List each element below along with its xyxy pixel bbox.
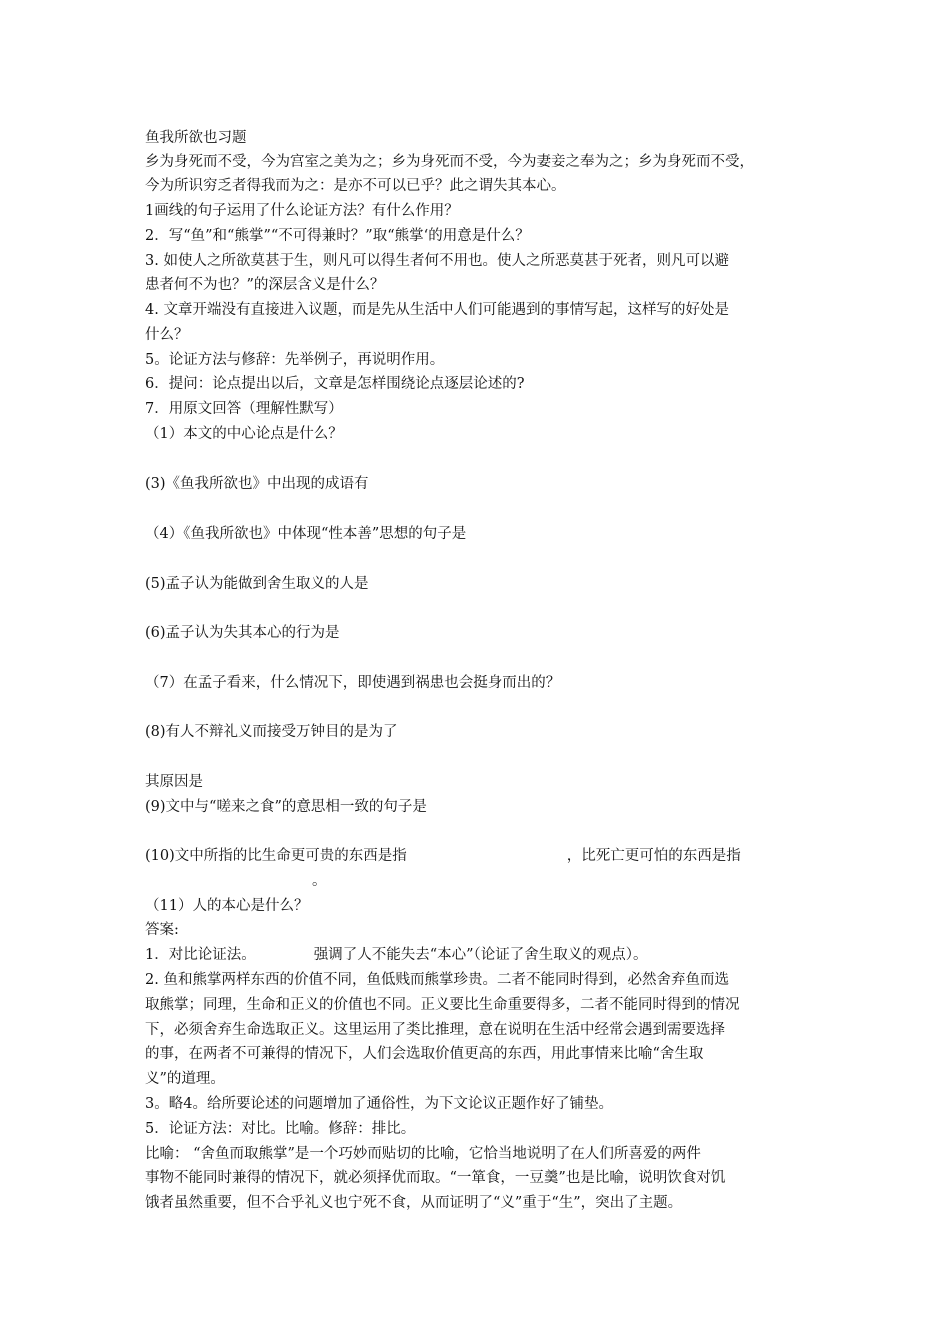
sub-question-9: (9)文中与“嗟来之食”的意思相一致的句子是 — [145, 799, 427, 815]
question-4-cont: 什么？ — [145, 327, 189, 343]
sub-question-10 — [145, 846, 741, 866]
answer-3-4: 3。略4。给所要论述的问题增加了通俗性，为下文论议正题作好了铺垫。 — [145, 1096, 613, 1112]
metaphor-line: 饿者虽然重要，但不合乎礼义也宁死不食，从而证明了“义”重于“生”，突出了主题。 — [145, 1195, 683, 1211]
answer-5: 5．论证方法：对比。比喻。修辞：排比。 — [145, 1121, 416, 1137]
sub-question-10-end: 。 — [312, 873, 327, 889]
sub-question-7: （7）在孟子看来，什么情况下，即使遇到祸患也会挺身而出的？ — [145, 675, 561, 691]
sub-question-8-reason: 其原因是 — [145, 774, 203, 790]
answer-1 — [145, 945, 648, 965]
question-7: 7．用原文回答（理解性默写） — [145, 401, 343, 417]
sub-question-6: (6)孟子认为失其本心的行为是 — [145, 625, 340, 641]
question-3-cont: 患者何不为也？”的深层含义是什么？ — [145, 277, 385, 293]
sub-question-4: （4）《鱼我所欲也》中体现“性本善”思想的句子是 — [145, 526, 467, 542]
question-3: 3. 如使人之所欲莫甚于生，则凡可以得生者何不用也。使人之所恶莫甚于死者，则凡可以避 — [145, 253, 729, 269]
answer-2-line: 义”的道理。 — [145, 1071, 225, 1087]
question-1: 1画线的句子运用了什么论证方法？有什么作用？ — [145, 203, 459, 219]
sub-question-8: (8)有人不辩礼义而接受万钟目的是为了 — [145, 724, 398, 740]
question-5: 5。论证方法与修辞：先举例子，再说明作用。 — [145, 352, 445, 368]
answer-2-line: 下，必须舍弃生命选取正义。这里运用了类比推理，意在说明在生活中经常会遇到需要选择 — [145, 1022, 725, 1038]
question-6: 6．提问：论点提出以后，文章是怎样围绕论点逐层论述的? — [145, 376, 525, 392]
question-4: 4. 文章开端没有直接进入议题，而是先从生活中人们可能遇到的事情写起，这样写的好处是 — [145, 302, 729, 318]
metaphor-line: 比喻： “舍鱼而取熊掌”是一个巧妙而贴切的比喻，它恰当地说明了在人们所喜爱的两件 — [145, 1146, 701, 1162]
sub-question-3: (3)《鱼我所欲也》中出现的成语有 — [145, 476, 369, 492]
sub-question-11: （11）人的本心是什么？ — [145, 898, 309, 914]
passage-line: 乡为身死而不受，今为宫室之美为之；乡为身死而不受，今为妻妾之奉为之；乡为身死而不受， — [145, 154, 754, 170]
answer-1-effect: 强调了人不能失去“本心”（论证了舍生取义的观点）。 — [313, 947, 648, 963]
sub-question-10-part-a: (10)文中所指的比生命更可贵的东西是指 — [145, 848, 407, 864]
answer-2-line: 的事，在两者不可兼得的情况下，人们会选取价值更高的东西，用此事情来比喻“舍生取 — [145, 1046, 704, 1062]
sub-question-5: (5)孟子认为能做到舍生取义的人是 — [145, 576, 369, 592]
document-title: 鱼我所欲也习题 — [145, 130, 247, 146]
answers-label: 答案: — [145, 922, 179, 938]
answer-2-line: 取熊掌；同理，生命和正义的价值也不同。正义要比生命重要得多，二者不能同时得到的情况 — [145, 997, 740, 1013]
passage-line: 今为所识穷乏者得我而为之：是亦不可以已乎？此之谓失其本心。 — [145, 178, 566, 194]
question-2: 2．写“鱼”和“熊掌”“不可得兼时？”取“熊掌‘的用意是什么？ — [145, 228, 530, 244]
metaphor-line: 事物不能同时兼得的情况下，就必须择优而取。“一箪食，一豆羹”也是比喻，说明饮食对饥 — [145, 1170, 726, 1186]
answer-2-line: 2. 鱼和熊掌两样东西的价值不同，鱼低贱而熊掌珍贵。二者不能同时得到，必然舍弃鱼而选 — [145, 972, 729, 988]
answer-1-method: 1．对比论证法。 — [145, 947, 256, 963]
sub-question-1: （1）本文的中心论点是什么？ — [145, 426, 343, 442]
sub-question-10-part-b: ，比死亡更可怕的东西是指 — [566, 848, 741, 864]
